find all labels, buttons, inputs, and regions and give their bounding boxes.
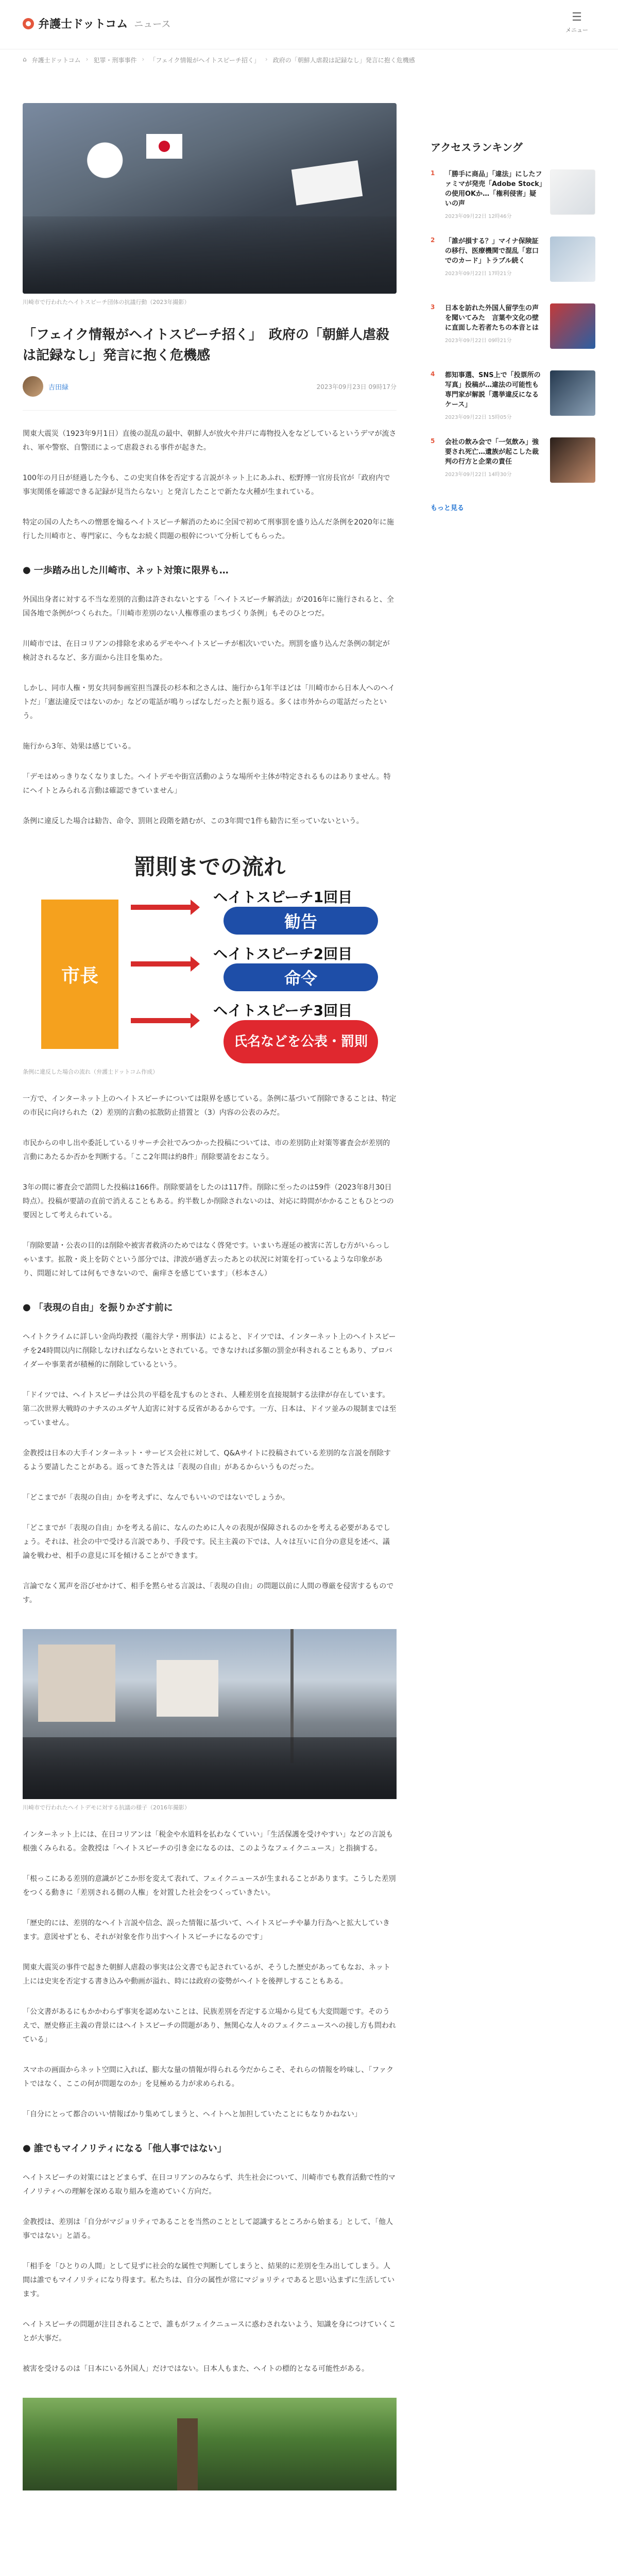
menu-button[interactable] bbox=[561, 11, 592, 34]
sidebar-ranking bbox=[431, 139, 595, 512]
rank-date: 2023年09月22日 09時21分 bbox=[445, 338, 512, 344]
article-main bbox=[23, 103, 397, 2490]
section-heading-text: 誰でもマイノリティになる「他人事ではない」 bbox=[33, 2143, 227, 2154]
section-heading-text: 一歩踏み出した川崎市、ネット対策に限界も… bbox=[33, 565, 229, 576]
breadcrumb bbox=[23, 56, 415, 64]
section-heading bbox=[23, 2141, 397, 2155]
monument-photo bbox=[23, 2398, 397, 2490]
home-icon: ⌂ bbox=[23, 56, 27, 63]
arrow-right-icon bbox=[131, 905, 193, 910]
rank-thumbnail[interactable] bbox=[550, 370, 595, 416]
rank-body bbox=[445, 170, 543, 221]
step-label: ヘイトスピーチ1回目 bbox=[213, 889, 353, 906]
breadcrumb-item[interactable]: 「フェイク情報がヘイトスピーチ招く」 bbox=[149, 57, 260, 64]
rank-title[interactable]: 日本を訪れた外国人留学生の声を聞いてみた 言葉や文化の壁に直面した若者たちの本音とは bbox=[445, 304, 539, 332]
flow-step-1 bbox=[131, 886, 388, 943]
article-meta bbox=[23, 376, 397, 411]
paragraph: ヘイトスピーチの問題が注目されることで、誰もがフェイクニュースに惑わされないよう、知識を身につけていくことが大事だ。 bbox=[23, 2320, 396, 2343]
ranking-item[interactable] bbox=[431, 170, 595, 221]
step-action: 勧告 bbox=[224, 907, 378, 935]
site-header bbox=[0, 0, 618, 49]
paragraph: 金教授は、差別は「自分がマジョリティであることを当然のこととして認識するところから始まる」として、「他人事ではない」と語る。 bbox=[23, 2218, 393, 2240]
flow-diagram bbox=[23, 850, 397, 1061]
paragraph: スマホの画面からネット空間に入れば、膨大な量の情報が得られる今だからこそ、それらの情報を吟味し、「ファクトではなく、ここの何が問題なのか」を見極める力が求められる。 bbox=[23, 2066, 394, 2088]
rank-body bbox=[445, 303, 543, 355]
rank-number: 4 bbox=[431, 370, 435, 378]
logo-mark-icon bbox=[23, 18, 34, 29]
rank-date: 2023年09月22日 12時46分 bbox=[445, 214, 512, 219]
paragraph: 市民からの申し出や委託しているリサーチ会社でみつかった投稿については、市の差別防止対策等審査会が差別的言動にあたるか否かを判断する。「ここ2年間は約8件」削除要請をおこなう。 bbox=[23, 1139, 390, 1161]
paragraph: 特定の国の人たちへの憎悪を煽るヘイトスピーチ解消のために全国で初めて刑事罰を盛り込んだ条例を2020年に施行した川崎市と、専門家に、今もなお続く問題の根幹について分析してもらった。 bbox=[23, 518, 394, 540]
section-heading bbox=[23, 1300, 397, 1314]
flow-step-3 bbox=[131, 999, 388, 1056]
rank-date: 2023年09月22日 15時05分 bbox=[445, 415, 512, 420]
flow-step-2 bbox=[131, 943, 388, 999]
building-shape bbox=[38, 1645, 115, 1722]
rank-body bbox=[445, 437, 543, 489]
paragraph: 「相手を「ひとりの人間」として見ずに社会的な属性で判断してしまうと、結果的に差別を生み出してしまう。人間は誰でもマイノリティになり得ます。私たちは、自分の属性が常にマジョリティであると思い込まずに生活しています。 bbox=[23, 2262, 395, 2298]
rank-title[interactable]: 会社の飲み会で「一気飲み」強要され死亡…遺族が起こした裁判の行方と企業の責任 bbox=[445, 438, 539, 466]
step-action: 氏名などを公表・罰則 bbox=[224, 1020, 378, 1063]
breadcrumb-separator: › bbox=[265, 56, 268, 63]
paragraph: 「削除要請・公表の目的は削除や被害者救済のためではなく啓発です。いまいち遅延の被害に苦しむ方がいらっしゃいます。拡散・炎上を防ぐという部分では、津波が過ぎ去ったあとの状況に対策を打っているような印象があり、問題に対しては何もできないので、歯痒さを感じています」（杉本さん） bbox=[23, 1242, 390, 1278]
paragraph: 「どこまでが「表現の自由」かを考える前に、なんのために人々の表現が保障されるのかを考える必要があるでしょう。それは、社会の中で受ける言説であり、手段です。民主主義の下では、人々は互いに自分の意見を述べ、議論を戦わせ、相手の意見に耳を傾けることができます。 bbox=[23, 1524, 390, 1560]
bullet-icon: ● bbox=[23, 2142, 31, 2154]
breadcrumb-item[interactable]: 犯罪・刑事事件 bbox=[93, 57, 137, 64]
author-name[interactable]: 吉田緑 bbox=[48, 383, 69, 392]
tree-trunk-shape bbox=[177, 2418, 198, 2490]
paragraph: しかし、同市人権・男女共同参画室担当課長の杉本和之さんは、施行から1年半ほどは「川崎市から日本人へのヘイトだ」「憲法違反ではないのか」などの電話が鳴りっぱなしだったと振り返る。多くは市外からの電話だったという。 bbox=[23, 684, 395, 720]
ranking-item[interactable] bbox=[431, 370, 595, 422]
paragraph: 「歴史的には、差別的なヘイト言説や信念、誤った情報に基づいて、ヘイトスピーチや暴力行為へと拡大していきます。意図せずとも、それが対象を作り出すヘイトスピーチになるのです」 bbox=[23, 1919, 390, 1941]
rank-date: 2023年09月22日 17時21分 bbox=[445, 271, 512, 277]
rank-number: 2 bbox=[431, 236, 435, 244]
rank-thumbnail[interactable] bbox=[550, 437, 595, 483]
site-logo[interactable] bbox=[23, 15, 170, 31]
paragraph: 施行から3年、効果は感じている。 bbox=[23, 742, 135, 751]
paragraph: 金教授は日本の大手インターネット・サービス会社に対して、Q&Aサイトに投稿されている差別的な言説を削除するよう要請したことがある。返ってきた答えは「表現の自由」があるからいうものだった。 bbox=[23, 1449, 391, 1471]
rank-title[interactable]: 「誰が損する？」マイナ保険証の移行、医療機関で混乱「窓口でのカード」トラブル続く bbox=[445, 238, 539, 265]
rank-number: 5 bbox=[431, 437, 435, 445]
paragraph: ヘイトクライムに詳しい金尚均教授（龍谷大学・刑事法）によると、ドイツでは、インターネット上のヘイトスピーチを24時間以内に削除しなければならないとされている。できなければ多額の罰金が科されることもあり、プロバイダーや事業者が積極的に削除しているという。 bbox=[23, 1333, 396, 1369]
ranking-item[interactable] bbox=[431, 437, 595, 489]
flag-icon bbox=[146, 134, 182, 159]
more-link[interactable]: もっと見る bbox=[431, 504, 465, 512]
logo-main-text: 弁護士ドットコム bbox=[38, 18, 128, 31]
section-heading-text: 「表現の自由」を振りかざす前に bbox=[33, 1302, 173, 1313]
breadcrumb-separator: › bbox=[85, 56, 89, 63]
author-avatar bbox=[23, 376, 43, 397]
rank-thumbnail[interactable] bbox=[550, 170, 595, 215]
paragraph: 外国出身者に対する不当な差別的言動は許されないとする「ヘイトスピーチ解消法」が2016年に施行されると、全国各地で条例がつくられた。「川崎市差別のない人権尊重のまちづくり条例」もそのひとつだ。 bbox=[23, 596, 394, 618]
protest-sign bbox=[291, 160, 363, 205]
paragraph: 3年の間に審査会で諮問した投稿は166件。削除要請をしたのは117件。削除に至ったのは59件（2023年8月30日時点）。投稿が要請の直前で消えることもある。約半数しか削除されないのは、対応に時間がかかることもひとつの要因として考えられている。 bbox=[23, 1183, 394, 1219]
paragraph: インターネット上には、在日コリアンは「税金や水道料を払わなくていい」「生活保護を受けやすい」などの言説も根強くみられる。金教授は「ヘイトスピーチの引き金になるのは、このようなフェイクニュース」と指摘する。 bbox=[23, 1831, 393, 1853]
mayor-box: 市長 bbox=[41, 900, 118, 1049]
protest-photo bbox=[23, 1629, 397, 1799]
paragraph: 関東大震災の事件で起きた朝鮮人虐殺の事実は公文書でも記されているが、そうした歴史があってもなお、ネット上には史実を否定する書き込みや動画が溢れ、時には政府の姿勢がヘイトを後押しすることもある。 bbox=[23, 1963, 390, 1986]
bullet-icon: ● bbox=[23, 1301, 31, 1313]
rank-body bbox=[445, 370, 546, 422]
arrow-right-icon bbox=[131, 961, 193, 967]
crowd-shadow bbox=[23, 216, 397, 294]
arrow-right-icon bbox=[131, 1018, 193, 1023]
paragraph: ヘイトスピーチの対策にはとどまらず、在日コリアンのみならず、共生社会について、川崎市でも教育活動で性的マイノリティへの理解を深める取り組みを進めていく方向だ。 bbox=[23, 2174, 396, 2196]
flow-title: 罰則までの流れ bbox=[133, 854, 285, 879]
rank-date: 2023年09月22日 14時30分 bbox=[445, 472, 512, 478]
paragraph: 「自分にとって都合のいい情報ばかり集めてしまうと、ヘイトへと加担していたことにもなりかねない」 bbox=[23, 2110, 362, 2119]
paragraph: 「どこまでが「表現の自由」かを考えずに、なんでもいいのではないでしょうか。 bbox=[23, 1494, 289, 1502]
logo-sub-text: ニュース bbox=[134, 19, 171, 30]
paragraph: 川崎市では、在日コリアンの排除を求めるデモやヘイトスピーチが相次いでいた。刑罰を盛り込んだ条例の制定が検討されるなど、多方面から注目を集めた。 bbox=[23, 640, 390, 662]
step-label: ヘイトスピーチ2回目 bbox=[213, 945, 353, 962]
paragraph: 「ドイツでは、ヘイトスピーチは公共の平穏を乱すものとされ、人種差別を直接規制する法律が存在しています。第二次世界大戦時のナチスのユダヤ人迫害に対する反省があるからです。一方、日本は、ドイツ並みの規制までは至っていません。 bbox=[23, 1391, 397, 1427]
bullet-icon: ● bbox=[23, 564, 31, 575]
paragraph: 条例に違反した場合は勧告、命令、罰則と段階を踏むが、この3年間で1件も勧告に至っていないという。 bbox=[23, 817, 364, 825]
paragraph: 「根っこにある差別的意識がどこか形を変えて表れて、フェイクニュースが生まれることがあります。こうした差別をつくる動きに「差別される側の人権」を対置した社会をつくっていきたい。 bbox=[23, 1875, 396, 1897]
crowd-shadow bbox=[23, 1737, 397, 1799]
paragraph: 「公文書があるにもかかわらず事実を認めないことは、民族差別を否定する立場から見ても大変問題です。そのうえで、歴史修正主義の背景にはヘイトスピーチの問題があり、無関心な人々のフェイクニュースへの接し方も問われている」 bbox=[23, 2008, 397, 2044]
step-action: 命令 bbox=[224, 963, 378, 991]
ranking-item[interactable] bbox=[431, 303, 595, 355]
paragraph: 100年の月日が経過した今も、この史実自体を否定する言説がネット上にあふれ、松野博一官房長官が「政府内で事実関係を確認できる記録が見当たらない」と発言したことで新たな火種が生まれている。 bbox=[23, 474, 390, 496]
paragraph: 一方で、インターネット上のヘイトスピーチについては限界を感じている。条例に基づいて削除できることは、特定の市民に向けられた（2）差別的言動の拡散防止措置と（3）内容の公表のみだ。 bbox=[23, 1095, 397, 1117]
sidebar-title: アクセスランキング bbox=[431, 141, 523, 154]
rank-body bbox=[445, 236, 543, 288]
paragraph: 言論でなく罵声を浴びせかけて、相手を黙らせる言説は、「表現の自由」の問題以前に人間の尊厳を侵害するものです。 bbox=[23, 1582, 394, 1604]
rank-title[interactable]: 都知事選、SNS上で「投票所の写真」投稿が…違法の可能性も 専門家が解説「選挙違反になるケース」 bbox=[445, 371, 546, 409]
rank-number: 3 bbox=[431, 303, 435, 311]
article-date: 2023年09月23日 09時17分 bbox=[316, 383, 397, 391]
figure-caption: 条例に違反した場合の流れ（弁護士ドットコム作成） bbox=[23, 1069, 159, 1075]
hero-caption: 川崎市で行われたヘイトスピーチ団体の抗議行動（2023年撮影） bbox=[23, 299, 190, 306]
building-shape bbox=[157, 1660, 218, 1717]
paragraph: 関東大震災（1923年9月1日）直後の混乱の最中、朝鮮人が放火や井戸に毒物投入をなどしているというデマが流され、軍や警察、自警団によって虐殺される事件が起きた。 bbox=[23, 430, 397, 452]
paragraph: 「デモはめっきりなくなりました。ヘイトデモや街宣活動のような場所や主体が特定されるものはありません。特にヘイトとみられる言動は確認できていません」 bbox=[23, 773, 391, 795]
photo-caption: 川崎市で行われたヘイトデモに対する抗議の様子（2016年撮影） bbox=[23, 1804, 190, 1811]
hero-image bbox=[23, 103, 397, 294]
ranking-item[interactable] bbox=[431, 236, 595, 288]
paragraph: 被害を受けるのは「日本にいる外国人」だけではない。日本人もまた、ヘイトの標的となる可能性がある。 bbox=[23, 2365, 369, 2373]
section-heading bbox=[23, 563, 397, 577]
hamburger-menu-icon: ☰ bbox=[572, 11, 582, 24]
breadcrumb-current: 政府の「朝鮮人虐殺は記録なし」発言に抱く危機感 bbox=[272, 57, 415, 64]
rank-title[interactable]: 「勝手に商品」「違法」にしたファミマが発売「Adobe Stock」の使用OKか…「権利侵害」疑いの声 bbox=[445, 171, 543, 208]
rank-thumbnail[interactable] bbox=[550, 236, 595, 282]
rank-number: 1 bbox=[431, 170, 435, 177]
author-block[interactable] bbox=[23, 376, 68, 397]
article-title: 「フェイク情報がヘイトスピーチ招く」 政府の「朝鮮人虐殺は記録なし」発言に抱く危機感 bbox=[23, 327, 389, 363]
menu-label: メニュー bbox=[565, 27, 588, 33]
breadcrumb-separator: › bbox=[142, 56, 145, 63]
breadcrumb-item[interactable]: 弁護士ドットコム bbox=[31, 57, 81, 64]
rank-thumbnail[interactable] bbox=[550, 303, 595, 349]
step-label: ヘイトスピーチ3回目 bbox=[213, 1002, 353, 1019]
